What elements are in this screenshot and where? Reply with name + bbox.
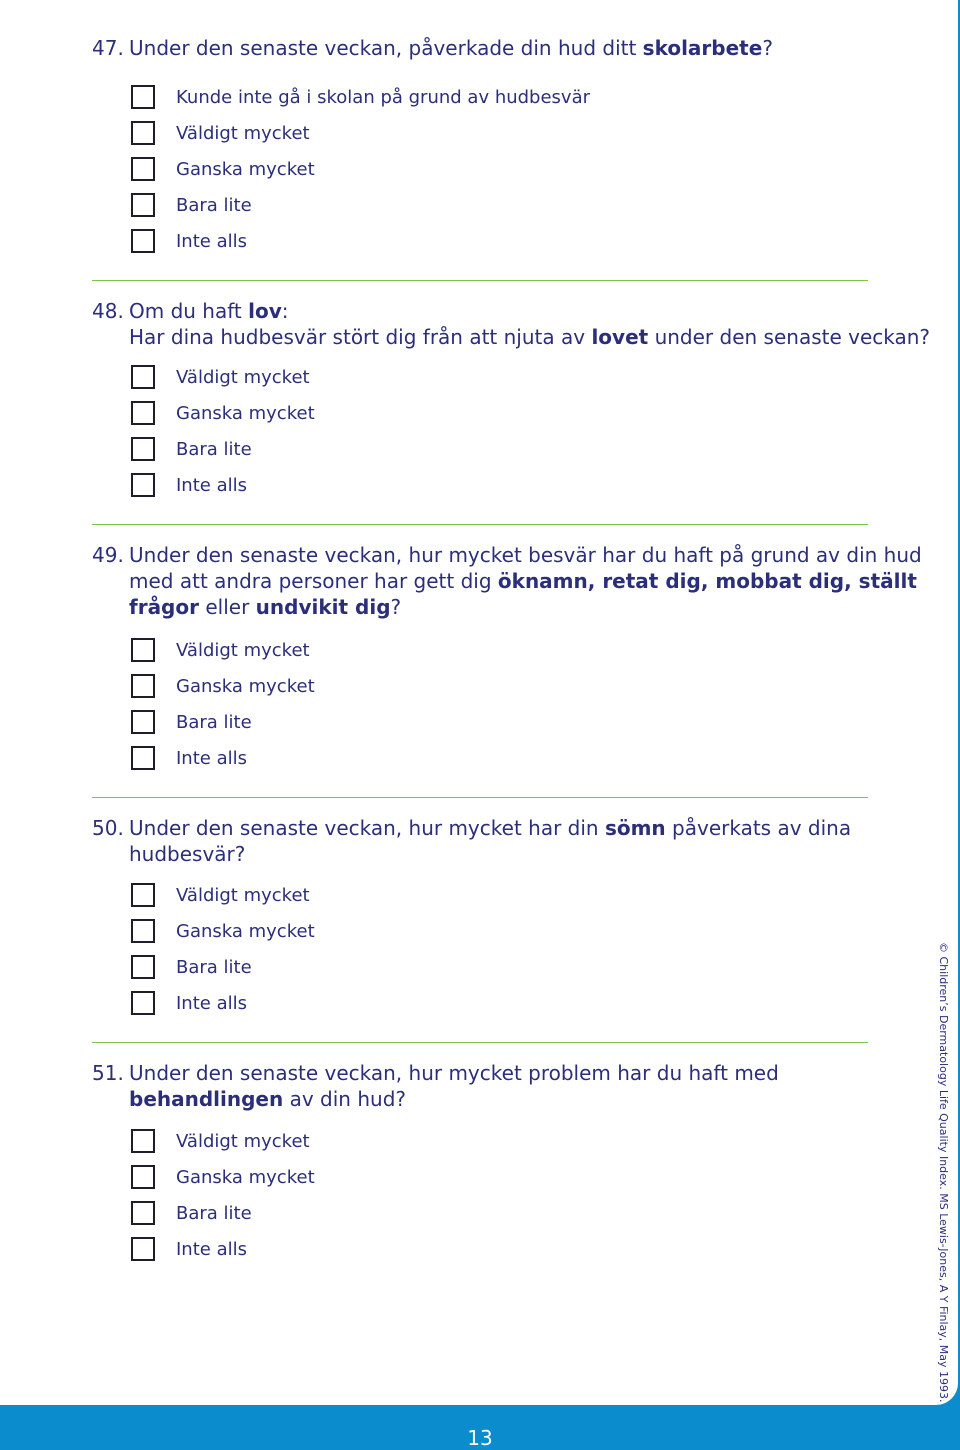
question-51-options [131,1123,315,1267]
question-number: 47. [92,36,124,60]
question-number: 49. [92,543,124,567]
question-continuation [92,324,930,350]
question-emphasis: undvikit dig [255,595,391,619]
question-text: påverkats av dina [665,816,852,840]
question-continuation [92,841,851,867]
option-bara-lite[interactable] [131,704,315,740]
question-48-title [92,298,930,350]
checkbox[interactable] [131,157,155,181]
option-bara-lite[interactable] [131,1195,315,1231]
question-50-title [92,815,851,867]
question-continuation [92,594,922,620]
checkbox[interactable] [131,638,155,662]
option-valdigt-mycket[interactable] [131,359,315,395]
checkbox[interactable] [131,229,155,253]
option-valdigt-mycket[interactable] [131,115,590,151]
option-kunde-inte-ga-i-skolan[interactable] [131,79,590,115]
option-inte-alls[interactable] [131,1231,315,1267]
option-valdigt-mycket[interactable] [131,632,315,668]
divider [92,524,868,525]
option-inte-alls[interactable] [131,223,590,259]
question-text: Om du haft [129,299,249,323]
option-ganska-mycket[interactable] [131,668,315,704]
checkbox[interactable] [131,991,155,1015]
option-label: Inte alls [176,992,247,1014]
option-inte-alls[interactable] [131,985,315,1021]
question-number: 50. [92,816,124,840]
question-48-options [131,359,315,503]
option-valdigt-mycket[interactable] [131,877,315,913]
option-ganska-mycket[interactable] [131,151,590,187]
checkbox[interactable] [131,674,155,698]
option-label: Ganska mycket [176,158,315,180]
checkbox[interactable] [131,746,155,770]
question-51-title [92,1060,779,1112]
question-emphasis: öknamn, retat dig, mobbat dig, ställt [497,569,917,593]
option-label: Ganska mycket [176,675,315,697]
question-text: ? [762,36,773,60]
option-label: Väldigt mycket [176,366,310,388]
option-ganska-mycket[interactable] [131,913,315,949]
option-label: Bara lite [176,194,252,216]
question-emphasis: lovet [591,325,649,349]
checkbox[interactable] [131,883,155,907]
question-text: Under den senaste veckan, hur mycket problem har du haft med [129,1061,779,1085]
option-label: Inte alls [176,747,247,769]
checkbox[interactable] [131,401,155,425]
option-label: Bara lite [176,1202,252,1224]
option-label: Inte alls [176,474,247,496]
option-label: Väldigt mycket [176,639,310,661]
option-ganska-mycket[interactable] [131,395,315,431]
question-text: : [281,299,289,323]
question-text: Under den senaste veckan, påverkade din hud ditt [129,36,643,60]
checkbox[interactable] [131,85,155,109]
checkbox[interactable] [131,193,155,217]
checkbox[interactable] [131,1201,155,1225]
option-label: Ganska mycket [176,1166,315,1188]
option-inte-alls[interactable] [131,467,315,503]
page-number: 13 [467,1426,493,1450]
question-emphasis: frågor [129,595,199,619]
option-label: Ganska mycket [176,402,315,424]
question-text: med att andra personer har gett dig [129,569,498,593]
option-label: Väldigt mycket [176,884,310,906]
checkbox[interactable] [131,473,155,497]
option-bara-lite[interactable] [131,949,315,985]
question-text: under den senaste veckan? [648,325,931,349]
checkbox[interactable] [131,919,155,943]
question-continuation [92,1086,779,1112]
option-label: Bara lite [176,956,252,978]
question-text: Har dina hudbesvär stört dig från att njuta av [129,325,592,349]
option-label: Inte alls [176,230,247,252]
option-bara-lite[interactable] [131,431,315,467]
option-bara-lite[interactable] [131,187,590,223]
question-emphasis: lov [248,299,282,323]
question-number: 48. [92,299,124,323]
question-continuation [92,568,922,594]
option-label: Bara lite [176,711,252,733]
question-text: Under den senaste veckan, hur mycket har din [129,816,605,840]
checkbox[interactable] [131,437,155,461]
question-text: hudbesvär? [129,842,246,866]
checkbox[interactable] [131,121,155,145]
option-label: Väldigt mycket [176,1130,310,1152]
checkbox[interactable] [131,955,155,979]
question-49-options [131,632,315,776]
question-47-options [131,79,590,259]
question-text: av din hud? [283,1087,407,1111]
question-number: 51. [92,1061,124,1085]
checkbox[interactable] [131,1129,155,1153]
option-inte-alls[interactable] [131,740,315,776]
checkbox[interactable] [131,1165,155,1189]
checkbox[interactable] [131,710,155,734]
option-label: Inte alls [176,1238,247,1260]
copyright-notice: © Children’s Dermatology Life Quality Index. MS Lewis-Jones, A Y Finlay, May 1993. [937,942,950,1403]
question-47-title [92,35,773,61]
question-text: Under den senaste veckan, hur mycket besvär har du haft på grund av din hud [129,543,922,567]
checkbox[interactable] [131,1237,155,1261]
option-label: Kunde inte gå i skolan på grund av hudbesvär [176,86,591,108]
question-49-title [92,542,922,620]
divider [92,797,868,798]
divider [92,280,868,281]
question-text: eller [198,595,256,619]
question-emphasis: skolarbete [642,36,763,60]
option-ganska-mycket[interactable] [131,1159,315,1195]
question-text: ? [390,595,402,619]
question-50-options [131,877,315,1021]
question-emphasis: behandlingen [129,1087,284,1111]
question-emphasis: sömn [604,816,666,840]
option-label: Bara lite [176,438,252,460]
option-label: Väldigt mycket [176,122,310,144]
option-valdigt-mycket[interactable] [131,1123,315,1159]
checkbox[interactable] [131,365,155,389]
option-label: Ganska mycket [176,920,315,942]
divider [92,1042,868,1043]
